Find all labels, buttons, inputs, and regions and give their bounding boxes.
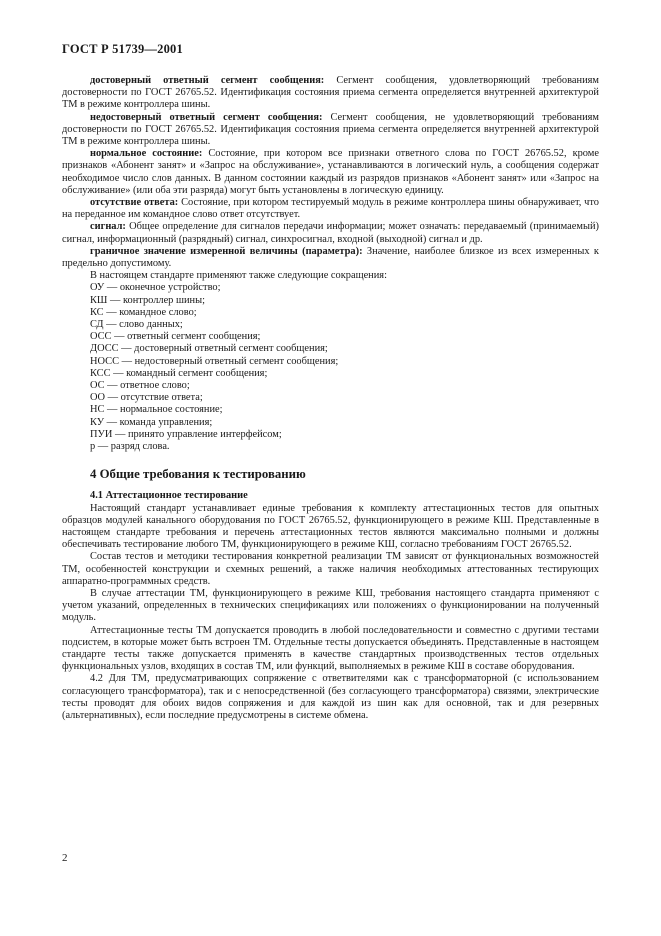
- abbreviations-intro: В настоящем стандарте применяют также следующие сокращения:: [90, 270, 387, 282]
- abbreviation-item: СД — слово данных;: [90, 319, 183, 331]
- abbreviation-item: ОУ — оконечное устройство;: [90, 282, 221, 294]
- definition-text: Состояние, при котором тестируемый модуль в режиме контроллера шины обнаруживает, что на переданное им командное слово ответ отсутствует.: [62, 197, 599, 221]
- body-paragraph: Настоящий стандарт устанавливает единые требования к комплекту аттестационных тестов для опытных образцов модулей канального оборудования по ГОСТ 26765.52, функционирующего в режиме КШ. Представленные в настоящем стандарте требования и перечень аттестационных тестов являются максимально полными и должны обеспечивать тестирование любого ТМ, функционирующего в режиме КШ, согласно требованиям ГОСТ 26765.52.: [62, 502, 599, 551]
- definition-text: Состояние, при котором все признаки ответного слова по ГОСТ 26765.52, кроме признаков «Абонент занят» и «Запрос на обслуживание», устанавливаются в логический нуль, а сообщения содержат необходимое число слов данных. В данном состоянии каждый из разрядов признаков «Абонент занят» или «Запрос на обслуживание» (или оба эти разряда) могут быть установлены в логическую единицу.: [62, 148, 599, 196]
- definition-text: Сегмент сообщения, не удовлетворяющий требованиям достоверности по ГОСТ 26765.52. Идентификация состояния приема сегмента определяется внутренней архитектурой ТМ в режиме контроллера шины.: [62, 111, 599, 148]
- abbreviation-item: ПУИ — принято управление интерфейсом;: [90, 428, 282, 440]
- definition-term: отсутствие ответа:: [90, 197, 179, 209]
- body-paragraph: Аттестационные тесты ТМ допускается проводить в любой последовательности и совместно с другими тестами подсистем, в которые может быть встроен ТМ. Отдельные тесты допускается объединять. Представленные в настоящем стандарте тесты также допускается применять в качестве стандартных производственных тестов отдельных функциональных узлов, входящих в состав ТМ, или функций, выполняемых в режиме КШ в составе оборудования.: [62, 624, 599, 673]
- definition-text: Сегмент сообщения, удовлетворяющий требованиям достоверности по ГОСТ 26765.52. Идентификация состояния приема сегмента определяется внутренней архитектурой ТМ в режиме контроллера шины.: [62, 75, 599, 111]
- definition-paragraph: [62, 221, 599, 245]
- body-paragraph: 4.2 Для ТМ, предусматривающих сопряжение с ответвителями как с трансформаторной (с использованием согласующего трансформатора), так и с непосредственной (без согласующего трансформатора) связями, электрические тесты проводят для обоих видов сопряжения и для каждой из шин как для основной, так и для резервных (альтернативных), если последние предусмотрены в системе обмена.: [62, 673, 599, 721]
- abbreviation-item: КСС — командный сегмент сообщения;: [90, 367, 268, 379]
- page-content: [62, 75, 599, 722]
- definition-term: недостоверный ответный сегмент сообщения:: [90, 111, 323, 123]
- abbreviation-item: НС — нормальное состояние;: [90, 404, 223, 416]
- abbreviation-item: ОСС — ответный сегмент сообщения;: [90, 331, 261, 343]
- abbreviation-item: НОСС — недостоверный ответный сегмент сообщения;: [90, 355, 339, 367]
- document-header: ГОСТ Р 51739—2001: [62, 42, 183, 56]
- definition-paragraph: [62, 112, 599, 149]
- definition-paragraph: [62, 246, 599, 270]
- abbreviation-item: ОС — ответное слово;: [90, 380, 190, 392]
- definition-paragraph: [62, 197, 599, 221]
- definition-term: граничное значение измеренной величины (параметра):: [90, 245, 363, 257]
- definition-term: достоверный ответный сегмент сообщения:: [90, 75, 325, 86]
- body-paragraph: Состав тестов и методики тестирования конкретной реализации ТМ зависят от функциональных возможностей ТМ, особенностей конструкции и схемных решений, а также наличия необходимых аттестованных тестирующих аппаратно-программных средств.: [62, 551, 599, 587]
- page-number: 2: [62, 852, 68, 864]
- definition-text: Общее определение для сигналов передачи информации; может означать: передаваемый (принимаемый) сигнал, информационный (разрядный) сигнал, синхросигнал, входной (выходной) сигнал и др.: [62, 221, 599, 245]
- abbreviation-item: КС — командное слово;: [90, 306, 197, 318]
- abbreviation-item: ДОСС — достоверный ответный сегмент сообщения;: [90, 343, 328, 355]
- abbreviation-item: ОО — отсутствие ответа;: [90, 392, 203, 404]
- definition-term: нормальное состояние:: [90, 148, 203, 160]
- abbreviation-item: КУ — команда управления;: [90, 416, 213, 428]
- abbreviation-item: р — разряд слова.: [90, 441, 170, 453]
- abbreviation-item: КШ — контроллер шины;: [90, 294, 205, 306]
- definition-paragraph: [62, 75, 599, 112]
- body-paragraph: В случае аттестации ТМ, функционирующего в режиме КШ, требования настоящего стандарта применяют с учетом указаний, определенных в технических спецификациях или положениях о функционировании на полученный модуль.: [62, 587, 599, 624]
- subsection-heading: 4.1 Аттестационное тестирование: [90, 490, 248, 502]
- section-heading: 4 Общие требования к тестированию: [90, 467, 306, 482]
- definition-paragraph: [62, 148, 599, 197]
- definition-text: Значение, наиболее близкое из всех измеренных к предельно допустимому.: [62, 245, 599, 270]
- definition-term: сигнал:: [90, 221, 126, 233]
